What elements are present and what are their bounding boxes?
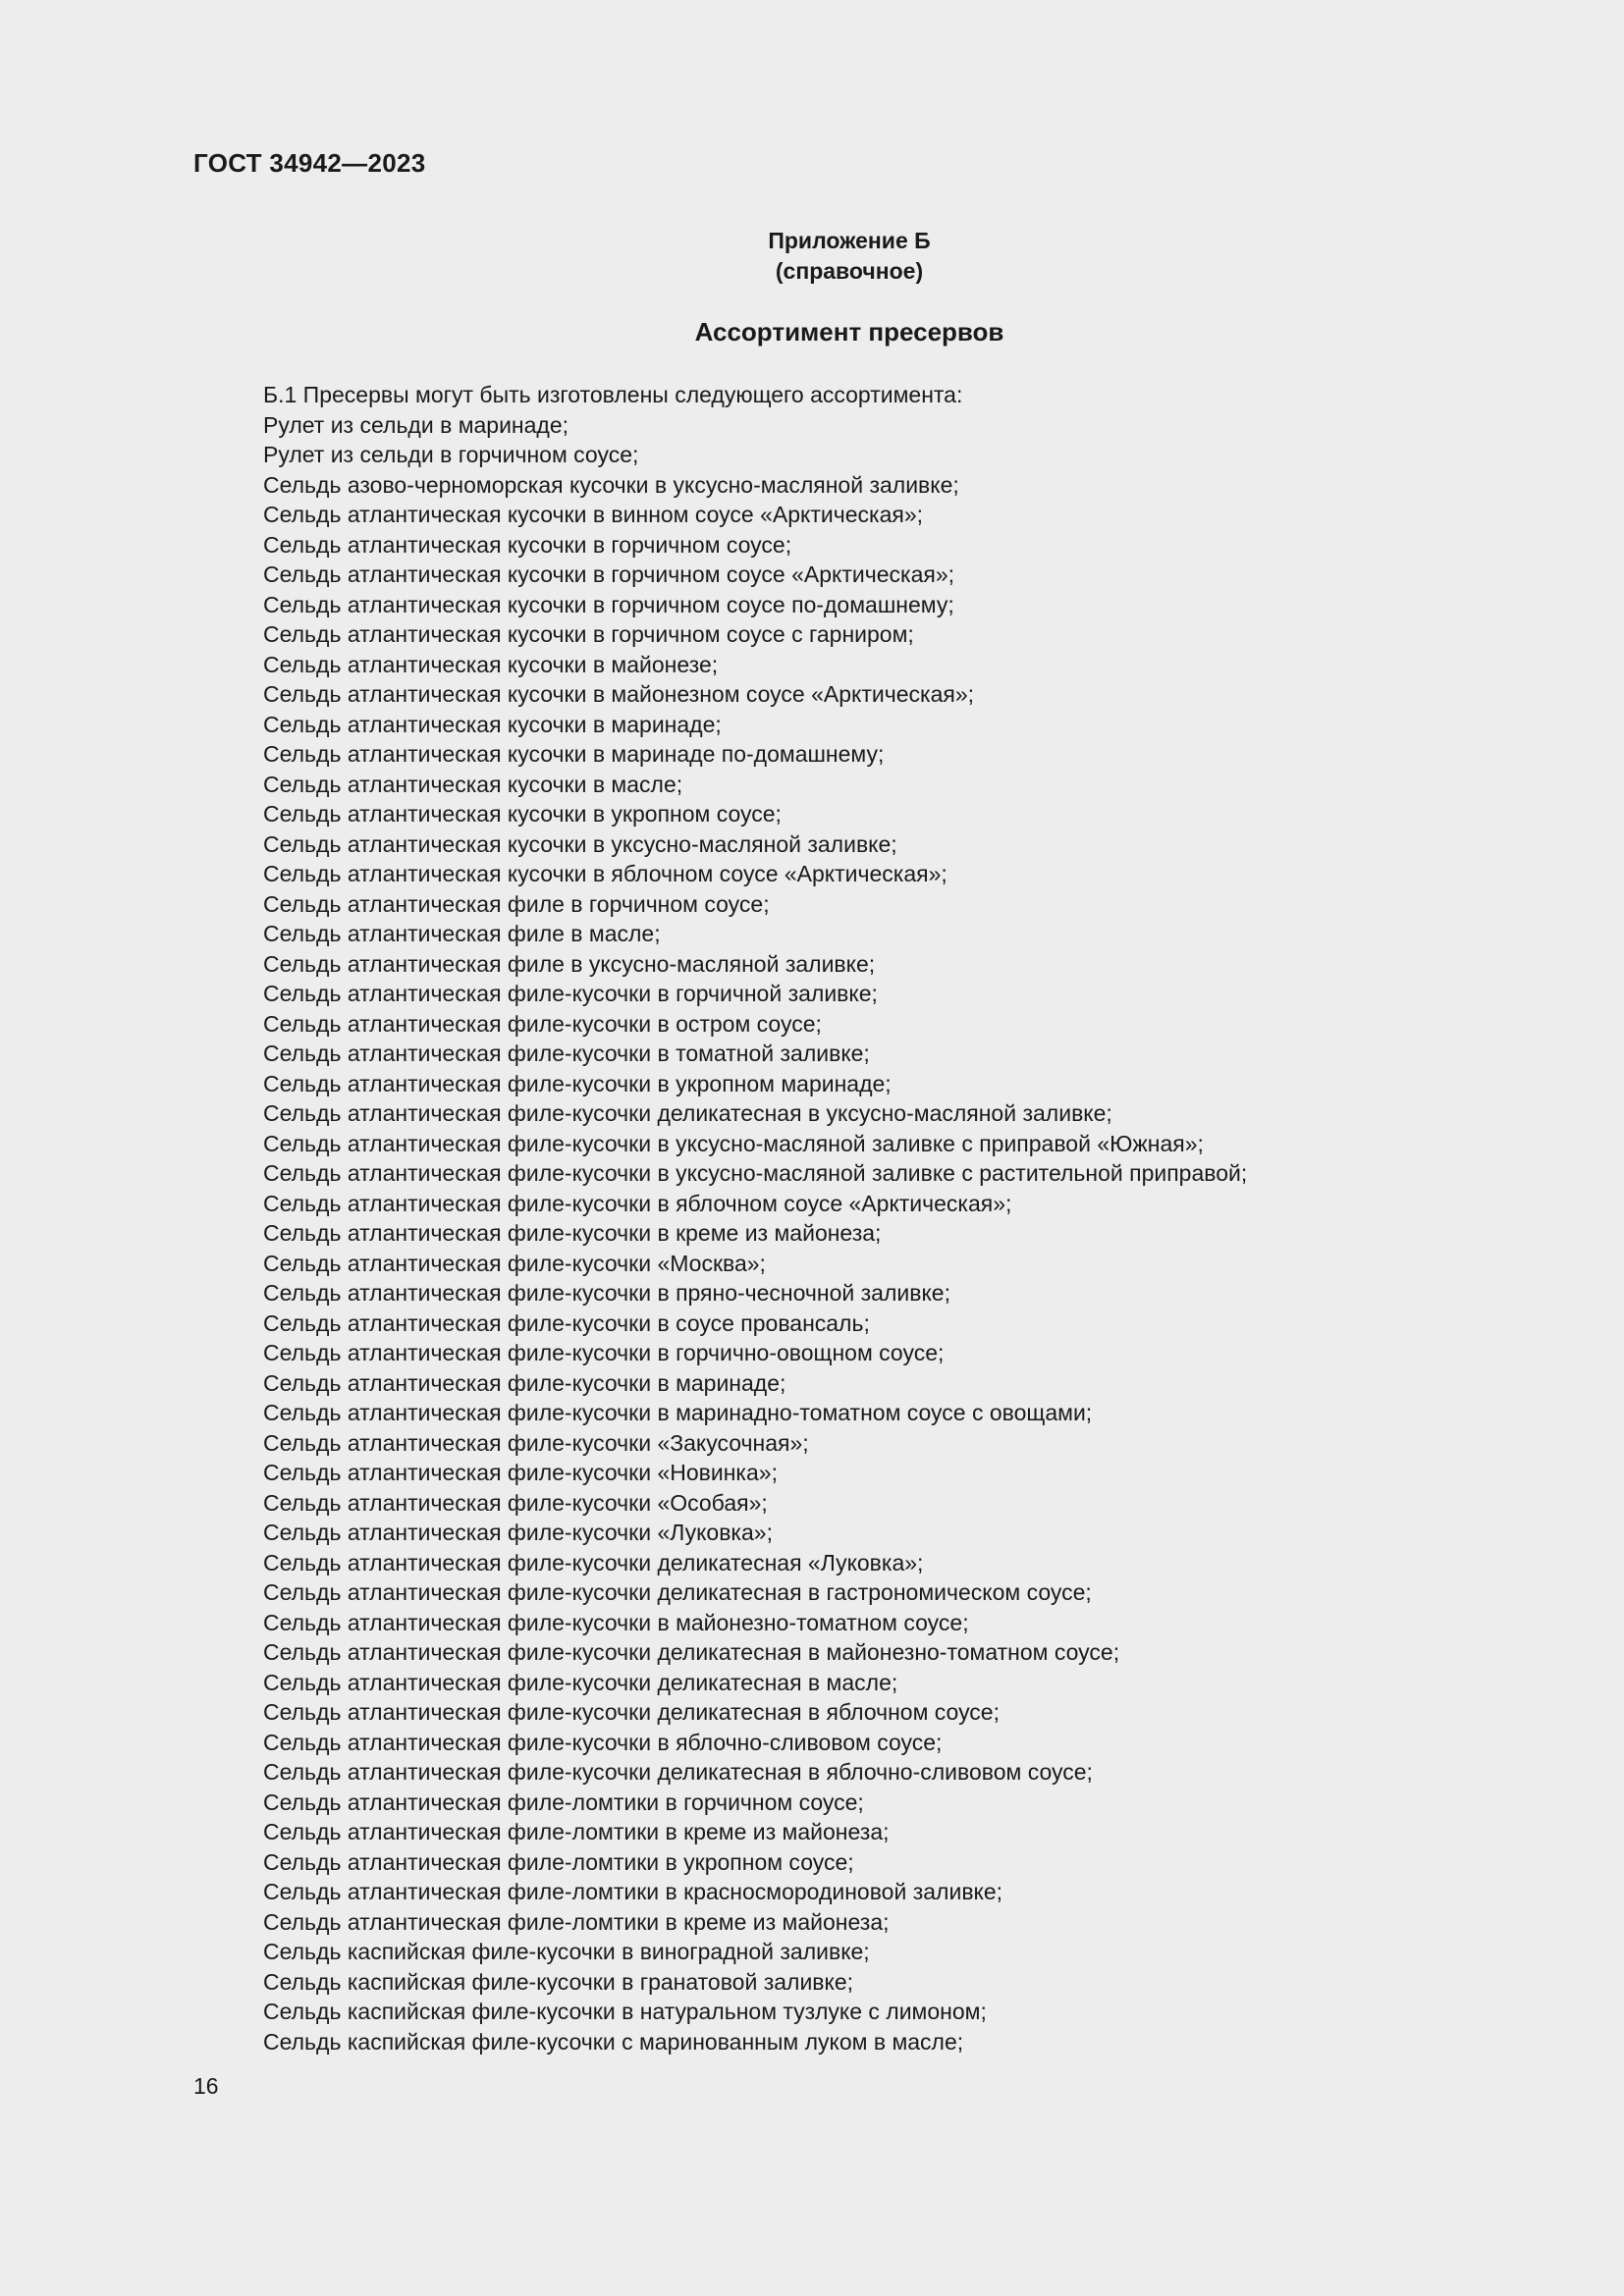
appendix-title: Ассортимент пресервов	[694, 317, 1004, 347]
list-item: Сельдь атлантическая филе в горчичном соусе;	[263, 890, 770, 917]
list-item: Рулет из сельди в горчичном соусе;	[263, 442, 639, 467]
list-item: Сельдь атлантическая филе-ломтики в креме из майонеза;	[263, 1908, 890, 1935]
list-item: Сельдь атлантическая филе-кусочки в остром соусе;	[263, 1010, 822, 1037]
document-code: ГОСТ 34942—2023	[193, 148, 426, 178]
list-item: Сельдь азово-черноморская кусочки в уксусно-масляной заливке;	[263, 471, 959, 498]
list-item: Сельдь атлантическая филе-кусочки в горчичной заливке;	[263, 981, 878, 1006]
intro-paragraph: Б.1 Пресервы могут быть изготовлены следующего ассортимента:	[263, 382, 963, 407]
list-item: Сельдь атлантическая филе-кусочки в уксусно-масляной заливке с приправой «Южная»;	[263, 1130, 1204, 1156]
list-item: Сельдь атлантическая кусочки в горчичном соусе по-домашнему;	[263, 591, 954, 617]
list-item: Сельдь атлантическая филе-кусочки в яблочном соусе «Арктическая»;	[263, 1190, 1012, 1216]
list-item: Сельдь атлантическая кусочки в уксусно-масляной заливке;	[263, 830, 897, 857]
list-item: Сельдь атлантическая филе-кусочки в маринаде;	[263, 1369, 786, 1396]
list-item: Рулет из сельди в маринаде;	[263, 411, 569, 438]
list-item: Сельдь атлантическая кусочки в масле;	[263, 771, 683, 797]
list-item: Сельдь атлантическая филе-кусочки в креме из майонеза;	[263, 1220, 882, 1246]
list-item: Сельдь атлантическая филе-кусочки в уксусно-масляной заливке с растительной приправой;	[263, 1160, 1248, 1186]
list-item: Сельдь атлантическая филе-кусочки в укропном маринаде;	[263, 1070, 892, 1096]
list-item: Сельдь каспийская филе-кусочки с маринованным луком в масле;	[263, 2028, 964, 2055]
appendix-kind: (справочное)	[775, 258, 924, 284]
list-item: Сельдь атлантическая филе-кусочки «Новинка»;	[263, 1460, 778, 1485]
list-item: Сельдь атлантическая филе-ломтики в красносмородиновой заливке;	[263, 1879, 1003, 1904]
list-item: Сельдь атлантическая филе-кусочки деликатесная в гастрономическом соусе;	[263, 1579, 1092, 1605]
list-item: Сельдь атлантическая филе-кусочки в томатной заливке;	[263, 1041, 870, 1066]
list-item: Сельдь атлантическая филе-кусочки в маринадно-томатном соусе с овощами;	[263, 1400, 1093, 1425]
list-item: Сельдь атлантическая филе-кусочки «Москва»;	[263, 1250, 766, 1276]
list-item: Сельдь атлантическая кусочки в маринаде;	[263, 711, 722, 737]
list-item: Сельдь атлантическая филе-ломтики в горчичном соусе;	[263, 1789, 864, 1815]
list-item: Сельдь атлантическая кусочки в винном соусе «Арктическая»;	[263, 502, 923, 527]
list-item: Сельдь атлантическая филе-кусочки деликатесная в яблочном соусе;	[263, 1699, 1000, 1725]
appendix-label: Приложение Б	[768, 228, 931, 253]
list-item: Сельдь атлантическая филе-ломтики в креме из майонеза;	[263, 1819, 890, 1844]
list-item: Сельдь атлантическая кусочки в майонезе;	[263, 651, 719, 677]
list-item: Сельдь атлантическая филе-кусочки «Особая»;	[263, 1489, 768, 1516]
assortment-list	[263, 410, 1247, 2057]
list-item: Сельдь атлантическая филе-кусочки в майонезно-томатном соусе;	[263, 1609, 969, 1635]
list-item: Сельдь атлантическая филе-кусочки в горчично-овощном соусе;	[263, 1340, 945, 1365]
list-item: Сельдь атлантическая кусочки в горчичном соусе с гарниром;	[263, 621, 914, 647]
list-item: Сельдь атлантическая кусочки в майонезном соусе «Арктическая»;	[263, 681, 975, 707]
list-item: Сельдь атлантическая филе в масле;	[263, 921, 661, 946]
list-item: Сельдь каспийская филе-кусочки в гранатовой заливке;	[263, 1968, 854, 1995]
list-item: Сельдь атлантическая филе-кусочки «Луковка»;	[263, 1520, 773, 1545]
list-item: Сельдь каспийская филе-кусочки в виноградной заливке;	[263, 1939, 870, 1964]
list-item: Сельдь атлантическая филе-кусочки деликатесная в яблочно-сливовом соусе;	[263, 1759, 1093, 1785]
list-item: Сельдь атлантическая филе-кусочки деликатесная в майонезно-томатном соусе;	[263, 1639, 1120, 1665]
list-item: Сельдь каспийская филе-кусочки в натуральном тузлуке с лимоном;	[263, 1999, 987, 2024]
list-item: Сельдь атлантическая кусочки в маринаде по-домашнему;	[263, 741, 885, 767]
list-item: Сельдь атлантическая филе-кусочки в яблочно-сливовом соусе;	[263, 1729, 943, 1755]
appendix-heading	[589, 226, 1110, 287]
list-item: Сельдь атлантическая филе-кусочки в пряно-чесночной заливке;	[263, 1280, 950, 1306]
list-item: Сельдь атлантическая филе-кусочки деликатесная в масле;	[263, 1669, 898, 1695]
list-item: Сельдь атлантическая кусочки в яблочном соусе «Арктическая»;	[263, 861, 947, 886]
list-item: Сельдь атлантическая филе-кусочки в соусе провансаль;	[263, 1309, 870, 1336]
list-item: Сельдь атлантическая филе в уксусно-масляной заливке;	[263, 950, 876, 977]
list-item: Сельдь атлантическая филе-кусочки «Закусочная»;	[263, 1429, 809, 1456]
list-item: Сельдь атлантическая кусочки в горчичном соусе «Арктическая»;	[263, 561, 955, 587]
list-item: Сельдь атлантическая филе-кусочки деликатесная в уксусно-масляной заливке;	[263, 1100, 1112, 1126]
list-item: Сельдь атлантическая филе-ломтики в укропном соусе;	[263, 1848, 854, 1875]
list-item: Сельдь атлантическая кусочки в укропном соусе;	[263, 801, 782, 827]
list-item: Сельдь атлантическая кусочки в горчичном соусе;	[263, 531, 792, 558]
page-number: 16	[193, 2073, 219, 2099]
list-item: Сельдь атлантическая филе-кусочки деликатесная «Луковка»;	[263, 1549, 924, 1575]
